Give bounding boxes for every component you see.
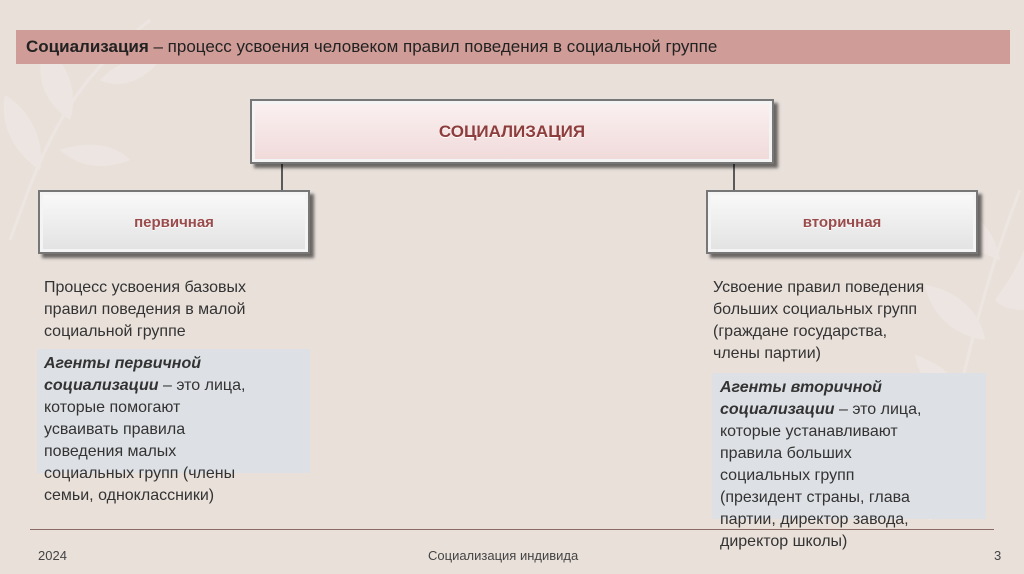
- primary-agents-line: социальных групп (члены: [44, 465, 236, 482]
- title-definition: – процесс усвоения человеком правил поведения в социальной группе: [148, 37, 718, 56]
- primary-agents-line: усваивать правила: [44, 421, 186, 438]
- secondary-line: (граждане государства,: [713, 323, 888, 340]
- footer-title: Социализация индивида: [428, 548, 579, 563]
- title-bar: [16, 30, 1010, 64]
- primary-agents-line: поведения малых: [44, 443, 177, 460]
- secondary-agents-text: – это лица,: [834, 401, 922, 418]
- secondary-agents-line: партии, директор завода,: [720, 511, 909, 528]
- primary-agents-line: семьи, одноклассники): [44, 487, 215, 504]
- secondary-line: Усвоение правил поведения: [713, 279, 925, 296]
- secondary-agents-line: социальных групп: [720, 467, 855, 484]
- secondary-box: [706, 190, 978, 254]
- primary-description: [44, 277, 246, 343]
- primary-line: Процесс усвоения базовых: [44, 279, 247, 296]
- socialization-main-box: [250, 99, 774, 164]
- main-box-label: СОЦИАЛИЗАЦИЯ: [438, 121, 586, 141]
- footer-year: 2024: [38, 548, 67, 563]
- connector-left-vertical: [281, 164, 283, 190]
- primary-box: [38, 190, 310, 254]
- secondary-agents-line: директор школы): [720, 533, 848, 550]
- primary-line: социальной группе: [44, 323, 186, 340]
- secondary-line: больших социальных групп: [713, 301, 918, 318]
- primary-agents-bold: Агенты первичной: [44, 355, 202, 372]
- secondary-line: члены партии): [713, 345, 821, 362]
- connector-right-vertical: [733, 164, 735, 190]
- title-term: Социализация: [26, 37, 149, 56]
- footer-divider: [30, 529, 994, 530]
- secondary-agents-line: (президент страны, глава: [720, 489, 910, 506]
- secondary-agents-bold: социализации: [720, 401, 835, 418]
- primary-agents: [44, 353, 245, 507]
- primary-agents-text: – это лица,: [158, 377, 246, 394]
- secondary-agents-line: которые устанавливают: [720, 423, 898, 440]
- secondary-agents-bold: Агенты вторичной: [720, 379, 882, 396]
- primary-box-label: первичная: [134, 213, 214, 231]
- secondary-agents-line: правила больших: [720, 445, 852, 462]
- secondary-box-label: вторичная: [802, 213, 882, 231]
- primary-agents-line: которые помогают: [44, 399, 181, 416]
- secondary-agents: [720, 377, 921, 553]
- primary-line: правил поведения в малой: [44, 301, 246, 318]
- secondary-description: [713, 277, 924, 365]
- primary-agents-bold: социализации: [44, 377, 159, 394]
- footer-page-number: 3: [994, 548, 1002, 563]
